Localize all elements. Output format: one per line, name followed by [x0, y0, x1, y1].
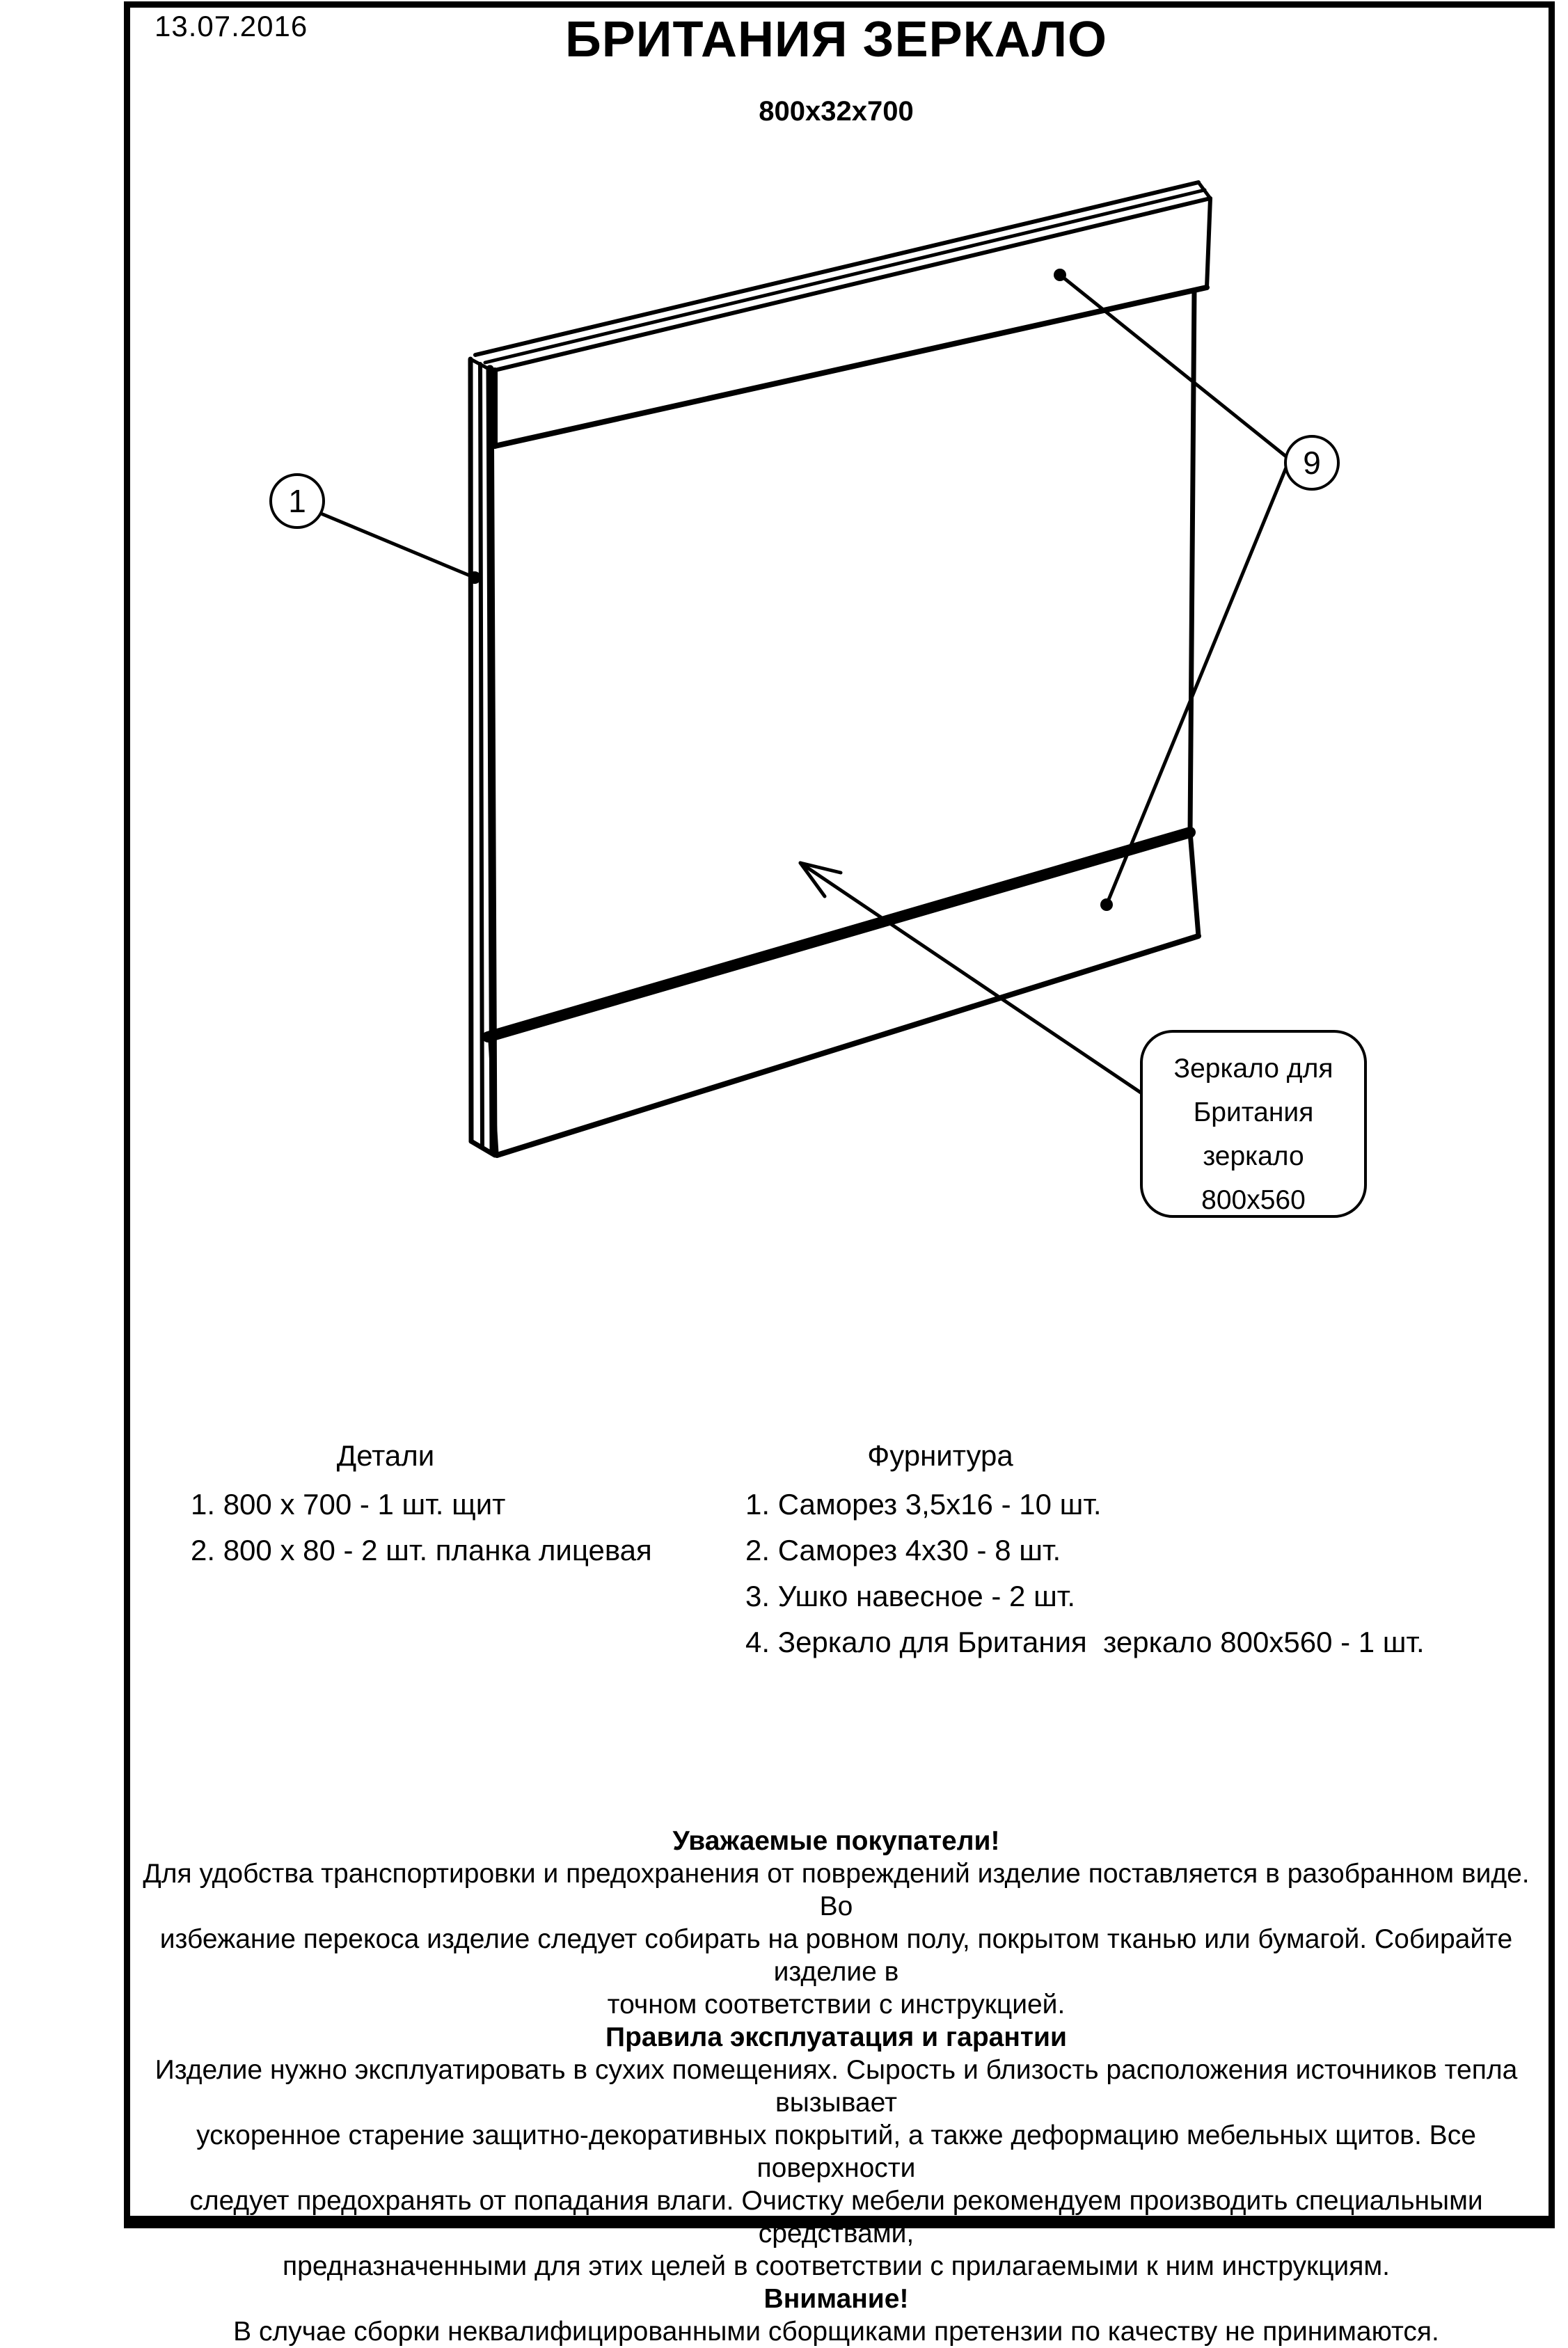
- customers-line-3: точном соответствии с инструкцией.: [607, 1990, 1066, 2020]
- customers-line-1: Для удобства транспортировки и предохранения от повреждений изделие поставляется в разобранном виде. Во: [143, 1859, 1530, 1921]
- hardware-item-1: 1. Саморез 3,5х16 - 10 шт.: [745, 1488, 1102, 1521]
- callout-line-3: зеркало: [1203, 1141, 1304, 1171]
- balloon-1-label: 1: [288, 483, 306, 519]
- notes-block: [130, 1825, 1542, 2348]
- rules-line-1: Изделие нужно эксплуатировать в сухих помещениях. Сырость и близость расположения источников тепла вызывает: [155, 2055, 1518, 2118]
- hardware-item-4: 4. Зеркало для Британия зеркало 800х560 - 1 шт.: [745, 1626, 1425, 1658]
- warning-line: В случае сборки неквалифицированными сборщиками претензии по качеству не принимаются.: [233, 2317, 1439, 2347]
- hardware-item-2: 2. Саморез 4х30 - 8 шт.: [745, 1534, 1061, 1566]
- callout-line-2: Британия: [1193, 1097, 1314, 1127]
- rules-line-2: ускоренное старение защитно-декоративных покрытий, а также деформацию мебельных щитов. Все поверхности: [196, 2120, 1476, 2183]
- page-title: БРИТАНИЯ ЗЕРКАЛО: [565, 12, 1107, 68]
- rules-line-3: следует предохранять от попадания влаги. Очистку мебели рекомендуем производить специальными средствами,: [189, 2186, 1483, 2248]
- customers-heading: Уважаемые покупатели!: [672, 1826, 1000, 1856]
- details-heading: Детали: [336, 1439, 435, 1472]
- rules-heading: Правила эксплуатация и гарантии: [605, 2022, 1067, 2052]
- balloon-9-leaders: [1054, 269, 1286, 911]
- details-item-1: 1. 800 х 700 - 1 шт. щит: [191, 1488, 506, 1521]
- bottom-plank: [488, 832, 1198, 1155]
- panel-right-edge: [1190, 290, 1194, 834]
- balloon-1-leader: [319, 513, 481, 584]
- warning-heading: Внимание!: [763, 2284, 909, 2314]
- details-item-2: 2. 800 х 80 - 2 шт. планка лицевая: [191, 1534, 652, 1566]
- hardware-heading: Фурнитура: [867, 1439, 1013, 1472]
- balloon-9-label: 9: [1303, 445, 1321, 481]
- top-plank: [475, 182, 1210, 446]
- date-stamp: 13.07.2016: [155, 10, 308, 42]
- hardware-item-3: 3. Ушко навесное - 2 шт.: [745, 1580, 1076, 1612]
- product-dimensions: 800х32х700: [759, 96, 914, 127]
- callout-line-1: Зеркало для: [1173, 1054, 1333, 1084]
- callout-line-4: 800х560: [1201, 1185, 1306, 1215]
- rules-line-4: предназначенными для этих целей в соответствии с прилагаемыми к ним инструкциям.: [283, 2251, 1390, 2281]
- customers-line-2: избежание перекоса изделие следует собирать на ровном полу, покрытом тканью или бумагой. Собирайте изделие в: [159, 1924, 1513, 1987]
